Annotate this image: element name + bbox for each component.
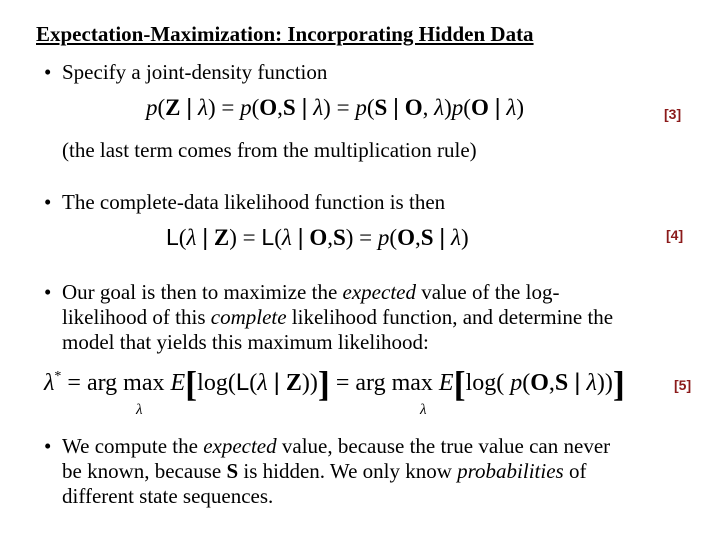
bullet-expected-value	[44, 434, 634, 509]
argmax-subscript-1: λ	[136, 402, 143, 418]
bullet-complete-data-likelihood	[44, 190, 684, 215]
bullet-text: Specify a joint-density function	[62, 60, 328, 84]
bullet-text: We compute the expected value, because the true value can never be known, because S is hidden. We only know probabilities of different state sequences.	[62, 434, 611, 508]
equation-argmax: λ* = arg max E[log(L(λ | Z))] = arg max E[log( p(O,S | λ))]	[44, 364, 625, 404]
bullet-icon: •	[44, 60, 52, 84]
equation-complete-likelihood: L(λ | Z) = L(λ | O,S) = p(O,S | λ)	[166, 224, 469, 250]
bullet-icon: •	[44, 434, 52, 458]
equation-ref-5: [5]	[674, 377, 692, 393]
bullet-joint-density	[44, 60, 684, 85]
bullet-text: The complete-data likelihood function is then	[62, 190, 446, 214]
equation-joint-density: p(Z | λ) = p(O,S | λ) = p(S | O, λ)p(O | λ)	[146, 94, 524, 120]
bullet-goal	[44, 280, 644, 355]
slide-title: Expectation-Maximization: Incorporating Hidden Data	[36, 22, 534, 46]
bullet-icon: •	[44, 280, 52, 304]
multiplication-rule-note: (the last term comes from the multiplication rule)	[62, 138, 477, 162]
argmax-subscript-2: λ	[420, 402, 427, 418]
equation-ref-3: [3]	[664, 106, 682, 122]
equation-ref-4: [4]	[666, 227, 684, 243]
bullet-icon: •	[44, 190, 52, 214]
bullet-text: Our goal is then to maximize the expected value of the log-likelihood of this complete likelihood function, and determine the model that yields this maximum likelihood:	[62, 280, 614, 354]
